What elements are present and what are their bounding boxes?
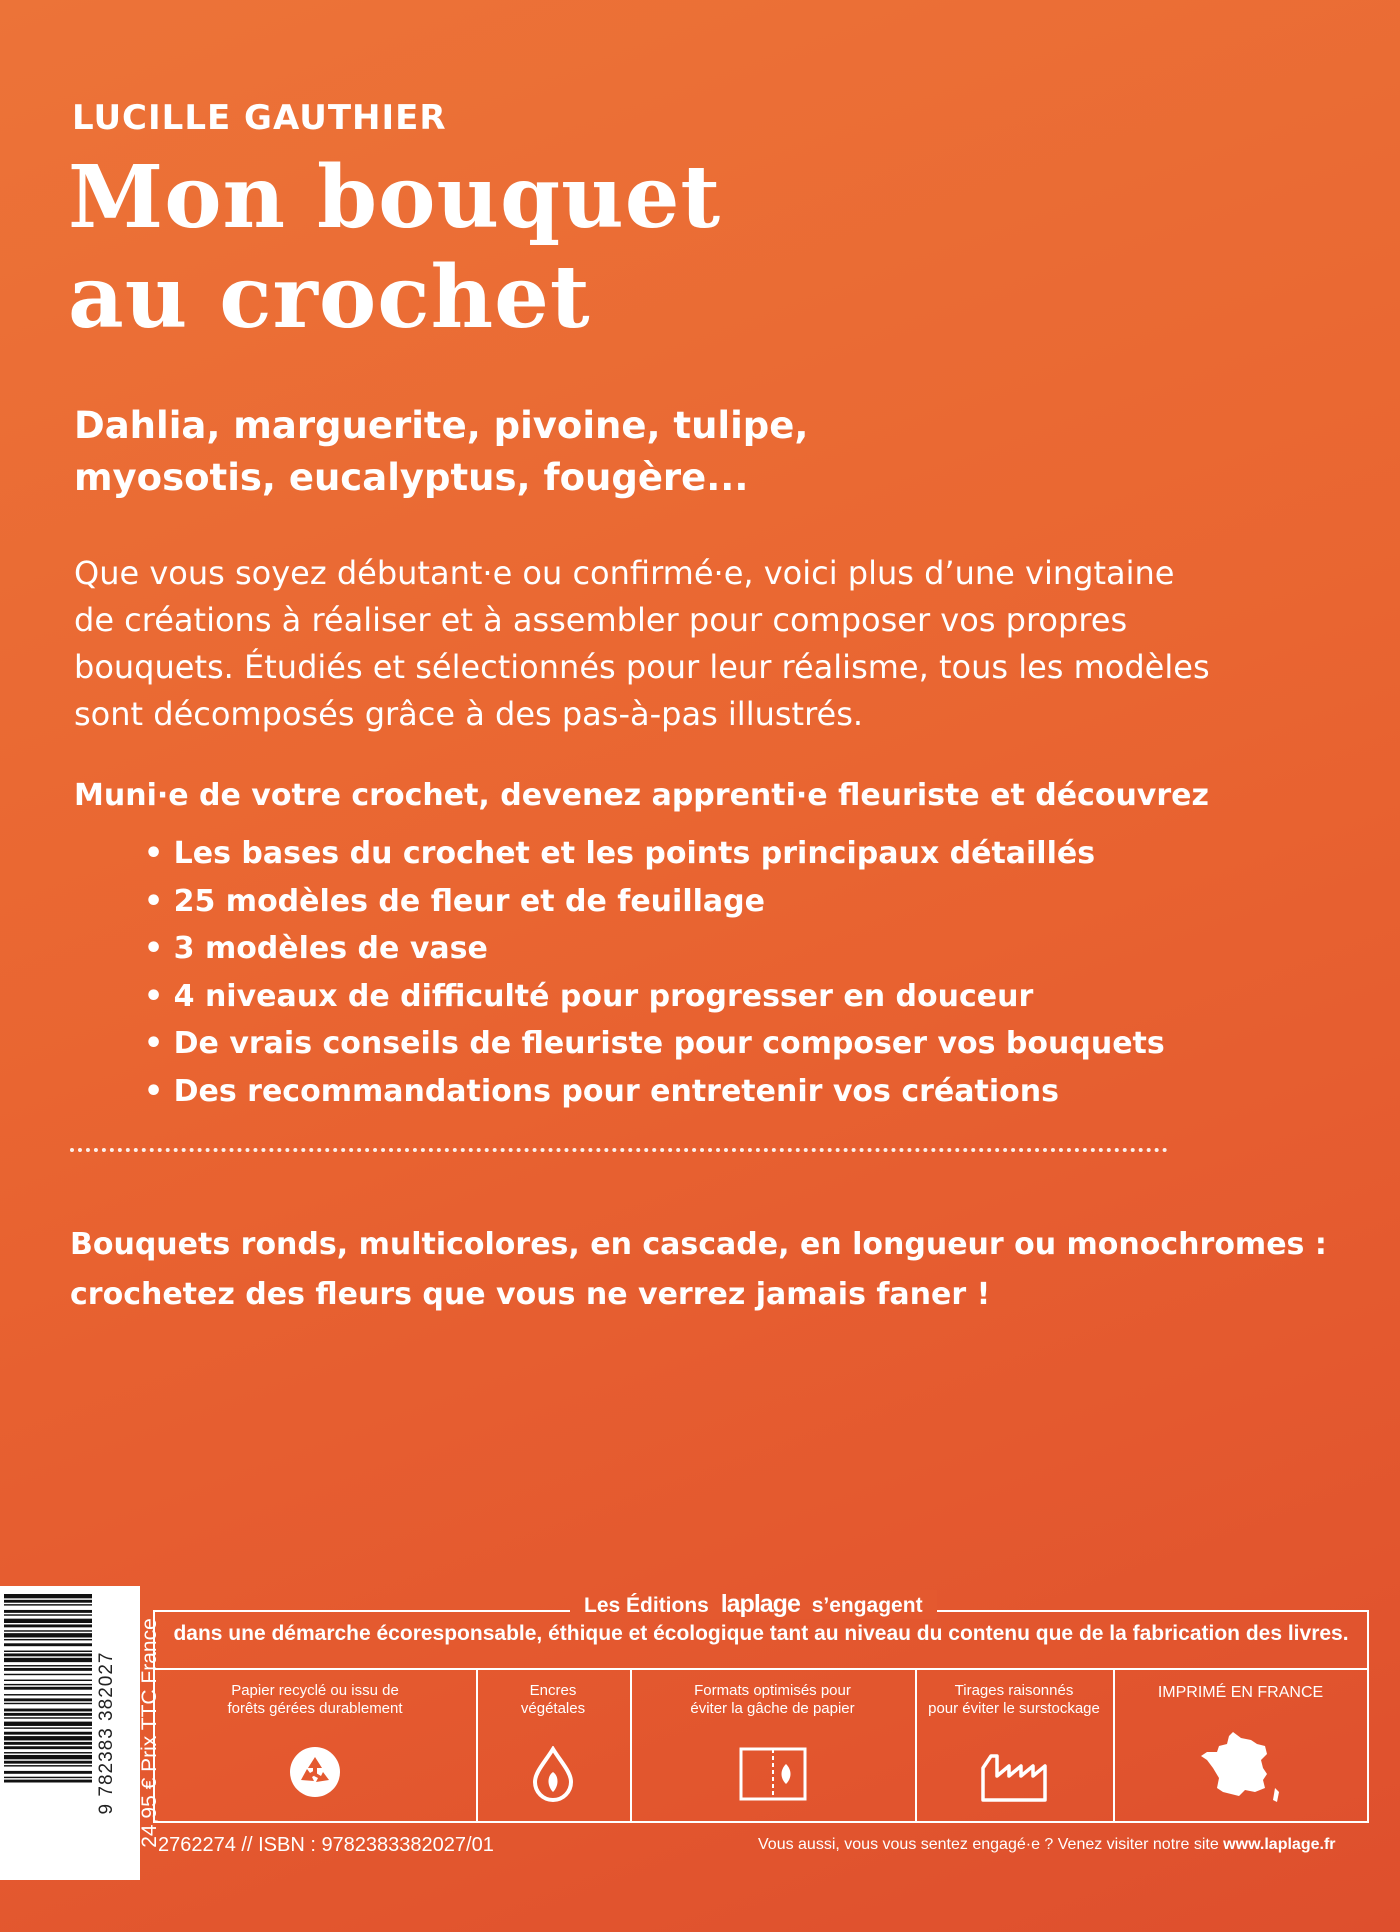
- title-line-2: au crochet: [68, 247, 591, 348]
- eco-item-formats: [631, 1670, 914, 1821]
- eco-item-line: Formats optimisés pour: [694, 1682, 851, 1699]
- eco-item-paper: [155, 1670, 475, 1821]
- feature-item: • Les bases du crochet et les points principaux détaillés: [144, 836, 1096, 871]
- isbn-text: 2762274 // ISBN : 9782383382027/01: [158, 1834, 494, 1856]
- subtitle-line-2: myosotis, eucalyptus, fougère...: [74, 456, 749, 499]
- barcode-digits: [96, 1590, 118, 1876]
- eco-item-line: forêts gérées durablement: [227, 1700, 403, 1717]
- website-invitation-text: Vous aussi, vous vous sentez engagé·e ? Venez visiter notre site: [758, 1836, 1219, 1853]
- closing-text: [70, 1220, 1327, 1320]
- ink-drop-icon: [531, 1746, 575, 1802]
- eco-item-inks: [477, 1670, 629, 1821]
- feature-item: • Des recommandations pour entretenir vos créations: [144, 1073, 1059, 1109]
- subtitle: [74, 400, 834, 504]
- website-link[interactable]: www.laplage.fr: [1223, 1836, 1336, 1853]
- eco-item-line: Tirages raisonnés: [954, 1682, 1074, 1699]
- eco-item-made-in-france: [1114, 1670, 1367, 1821]
- book-title: [68, 148, 828, 348]
- feature-item: • De vrais conseils de fleuriste pour composer vos bouquets: [144, 1026, 1165, 1061]
- intro-line: Que vous soyez débutant·e ou confirmé·e, voici plus d’une vingtaine: [74, 554, 1175, 592]
- intro-line: sont décomposés grâce à des pas-à-pas illustrés.: [74, 695, 864, 733]
- feature-item: • 3 modèles de vase: [144, 931, 488, 966]
- factory-icon: [979, 1746, 1049, 1802]
- eco-heading: [570, 1590, 937, 1619]
- intro-paragraph: [74, 550, 1210, 738]
- title-line-1: Mon bouquet: [68, 147, 722, 248]
- features-lead: Muni·e de votre crochet, devenez apprenti·e fleuriste et découvrez: [74, 778, 1209, 813]
- subtitle-line-1: Dahlia, marguerite, pivoine, tulipe,: [74, 404, 809, 447]
- publisher-logo: laplage: [720, 1590, 800, 1618]
- intro-line: bouquets. Étudiés et sélectionnés pour leur réalisme, tous les modèles: [74, 648, 1210, 686]
- eco-item-line: IMPRIMÉ EN FRANCE: [1157, 1684, 1324, 1701]
- intro-line: de créations à réaliser et à assembler pour composer vos propres: [74, 601, 1128, 639]
- closing-line-1: Bouquets ronds, multicolores, en cascade, en longueur ou monochromes :: [70, 1227, 1327, 1262]
- feature-item: • 4 niveaux de difficulté pour progresser en douceur: [144, 978, 1034, 1014]
- eco-item-line: éviter la gâche de papier: [690, 1700, 855, 1717]
- eco-heading-prefix: Les Éditions: [584, 1594, 709, 1617]
- eco-item-line: végétales: [520, 1700, 586, 1717]
- eco-heading-suffix: s’engagent: [811, 1594, 923, 1617]
- eco-item-print-runs: [916, 1670, 1112, 1821]
- closing-line-2: crochetez des fleurs que vous ne verrez jamais faner !: [70, 1277, 991, 1312]
- feature-item: • 25 modèles de fleur et de feuillage: [144, 883, 765, 919]
- price-text: 24,95 € Prix TTC France: [138, 1618, 161, 1848]
- france-map-icon: [1199, 1730, 1283, 1806]
- eco-item-line: pour éviter le surstockage: [928, 1700, 1100, 1717]
- eco-item-line: Encres: [529, 1682, 577, 1699]
- recycle-icon: [289, 1746, 341, 1798]
- barcode-number: 9 782383 382027: [96, 1651, 117, 1815]
- author-name: LUCILLE GAUTHIER: [72, 98, 447, 138]
- dotted-divider: [70, 1148, 1168, 1152]
- website-invitation: [758, 1836, 1336, 1854]
- features-list: [144, 830, 1165, 1115]
- paper-format-icon: [738, 1746, 808, 1802]
- eco-statement: dans une démarche écoresponsable, éthique et écologique tant au niveau du contenu que de la fabrication des livres.: [173, 1622, 1349, 1645]
- eco-item-line: Papier recyclé ou issu de: [231, 1682, 399, 1699]
